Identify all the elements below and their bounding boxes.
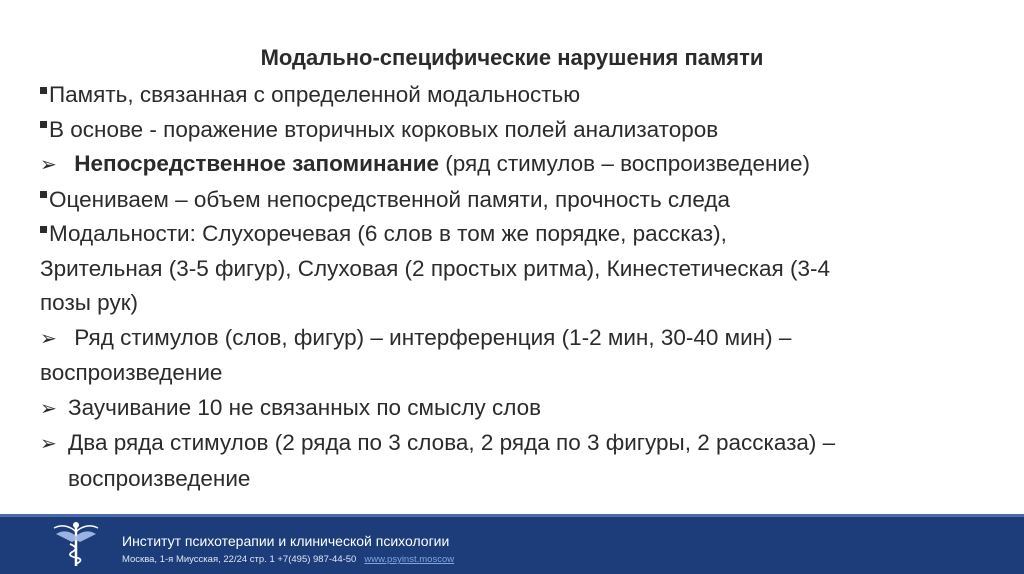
list-item: ➢ Два ряда стимулов (2 ряда по 3 слова, 2 ряда по 3 фигуры, 2 рассказа) – <box>40 426 1000 462</box>
footer-divider <box>0 514 1024 517</box>
footer-contacts <box>122 554 454 566</box>
square-bullet-icon <box>40 226 47 233</box>
list-item-continuation: Зрительная (3-5 фигур), Слуховая (2 простых ритма), Кинестетическая (3-4 <box>40 255 830 281</box>
footer <box>0 514 1024 574</box>
list-item: Память, связанная с определенной модальностью <box>40 78 1000 113</box>
square-bullet-icon <box>40 121 47 128</box>
footer-website-link[interactable]: www.psyinst.moscow <box>364 554 455 565</box>
emphasis-text: Непосредственное запоминание <box>74 151 440 176</box>
list-item: В основе - поражение вторичных корковых полей анализаторов <box>40 113 1000 148</box>
list-item: ➢ Заучивание 10 не связанных по смыслу слов <box>40 391 1000 427</box>
arrow-bullet-icon: ➢ <box>40 433 57 455</box>
arrow-bullet-icon: ➢ <box>40 154 57 176</box>
list-item: Оцениваем – объем непосредственной памяти, прочность следа <box>40 183 1000 218</box>
list-item-continuation: воспроизведение <box>68 465 251 491</box>
institute-logo-icon <box>50 520 102 570</box>
arrow-bullet-icon: ➢ <box>40 397 57 420</box>
footer-institute-name: Институт психотерапии и клинической психологии <box>122 533 450 549</box>
slide-content <box>40 78 1000 496</box>
footer-address: Москва, 1-я Миусская, 22/24 стр. 1 +7(495) 987-44-50 <box>122 554 357 565</box>
list-item: Модальности: Слухоречевая (6 слов в том же порядке, рассказ), <box>40 217 1000 252</box>
list-item-continuation: позы рук) <box>40 290 139 315</box>
slide-title: Модально-специфические нарушения памяти <box>260 45 764 70</box>
square-bullet-icon <box>40 87 47 94</box>
list-item: ➢ Непосредственное запоминание (ряд стимулов – воспроизведение) <box>40 147 1000 183</box>
square-bullet-icon <box>40 191 47 198</box>
arrow-bullet-icon: ➢ <box>40 327 57 350</box>
list-item-continuation: воспроизведение <box>40 360 223 385</box>
list-item: ➢ Ряд стимулов (слов, фигур) – интерференция (1-2 мин, 30-40 мин) – <box>40 321 1000 357</box>
